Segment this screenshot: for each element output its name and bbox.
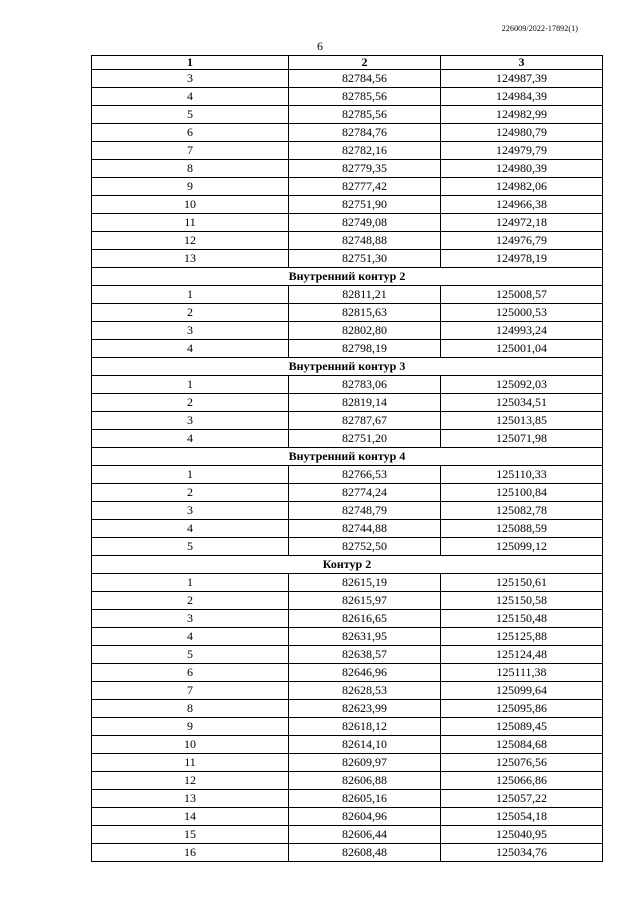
x-coordinate-cell: 82802,80 [289,322,441,340]
table-row [92,304,603,322]
point-number-cell: 2 [92,592,289,610]
point-number-cell: 4 [92,88,289,106]
table-row [92,826,603,844]
x-coordinate-cell: 82609,97 [289,754,441,772]
point-number-cell: 12 [92,232,289,250]
y-coordinate-cell: 125034,51 [441,394,603,412]
x-coordinate-cell: 82798,19 [289,340,441,358]
point-number-cell: 2 [92,304,289,322]
column-header-1: 1 [92,56,289,70]
y-coordinate-cell: 125124,48 [441,646,603,664]
x-coordinate-cell: 82618,12 [289,718,441,736]
x-coordinate-cell: 82744,88 [289,520,441,538]
table-row [92,430,603,448]
x-coordinate-cell: 82631,95 [289,628,441,646]
y-coordinate-cell: 124979,79 [441,142,603,160]
table-row [92,538,603,556]
point-number-cell: 2 [92,394,289,412]
x-coordinate-cell: 82615,97 [289,592,441,610]
point-number-cell: 6 [92,124,289,142]
table-row [92,772,603,790]
table-row [92,574,603,592]
x-coordinate-cell: 82623,99 [289,700,441,718]
table-row [92,808,603,826]
point-number-cell: 4 [92,340,289,358]
y-coordinate-cell: 124972,18 [441,214,603,232]
y-coordinate-cell: 125089,45 [441,718,603,736]
x-coordinate-cell: 82638,57 [289,646,441,664]
y-coordinate-cell: 124982,06 [441,178,603,196]
point-number-cell: 4 [92,628,289,646]
x-coordinate-cell: 82614,10 [289,736,441,754]
section-header-row [92,448,603,466]
table-row [92,286,603,304]
point-number-cell: 10 [92,736,289,754]
y-coordinate-cell: 125092,03 [441,376,603,394]
section-title: Контур 2 [92,556,603,574]
table-row [92,520,603,538]
point-number-cell: 11 [92,214,289,232]
y-coordinate-cell: 124982,99 [441,106,603,124]
x-coordinate-cell: 82819,14 [289,394,441,412]
point-number-cell: 9 [92,178,289,196]
x-coordinate-cell: 82787,67 [289,412,441,430]
point-number-cell: 1 [92,574,289,592]
x-coordinate-cell: 82748,88 [289,232,441,250]
table-row [92,592,603,610]
table-row [92,610,603,628]
table-row [92,142,603,160]
x-coordinate-cell: 82811,21 [289,286,441,304]
point-number-cell: 3 [92,610,289,628]
x-coordinate-cell: 82606,88 [289,772,441,790]
point-number-cell: 13 [92,790,289,808]
table-body [92,70,603,862]
y-coordinate-cell: 124987,39 [441,70,603,88]
table-row [92,340,603,358]
point-number-cell: 12 [92,772,289,790]
x-coordinate-cell: 82604,96 [289,808,441,826]
column-header-3: 3 [441,56,603,70]
y-coordinate-cell: 124980,79 [441,124,603,142]
section-header-row [92,556,603,574]
y-coordinate-cell: 125125,88 [441,628,603,646]
section-header-row [92,268,603,286]
x-coordinate-cell: 82749,08 [289,214,441,232]
table-row [92,700,603,718]
table-row [92,88,603,106]
x-coordinate-cell: 82606,44 [289,826,441,844]
point-number-cell: 10 [92,196,289,214]
document-id: 226009/2022-17892(1) [501,24,578,33]
table-row [92,682,603,700]
y-coordinate-cell: 125100,84 [441,484,603,502]
point-number-cell: 4 [92,520,289,538]
point-number-cell: 7 [92,142,289,160]
y-coordinate-cell: 124976,79 [441,232,603,250]
x-coordinate-cell: 82748,79 [289,502,441,520]
point-number-cell: 3 [92,322,289,340]
point-number-cell: 8 [92,700,289,718]
point-number-cell: 16 [92,844,289,862]
x-coordinate-cell: 82785,56 [289,106,441,124]
x-coordinate-cell: 82784,56 [289,70,441,88]
column-header-2: 2 [289,56,441,70]
y-coordinate-cell: 125034,76 [441,844,603,862]
y-coordinate-cell: 125099,12 [441,538,603,556]
x-coordinate-cell: 82785,56 [289,88,441,106]
table-row [92,394,603,412]
table-row [92,124,603,142]
table-row [92,736,603,754]
x-coordinate-cell: 82616,65 [289,610,441,628]
y-coordinate-cell: 125008,57 [441,286,603,304]
table-row [92,718,603,736]
x-coordinate-cell: 82784,76 [289,124,441,142]
section-title: Внутренний контур 4 [92,448,603,466]
table-row [92,646,603,664]
table-row [92,232,603,250]
y-coordinate-cell: 124966,38 [441,196,603,214]
point-number-cell: 4 [92,430,289,448]
y-coordinate-cell: 125150,48 [441,610,603,628]
x-coordinate-cell: 82774,24 [289,484,441,502]
point-number-cell: 9 [92,718,289,736]
table-row [92,376,603,394]
point-number-cell: 13 [92,250,289,268]
y-coordinate-cell: 125076,56 [441,754,603,772]
point-number-cell: 7 [92,682,289,700]
point-number-cell: 14 [92,808,289,826]
point-number-cell: 5 [92,538,289,556]
x-coordinate-cell: 82782,16 [289,142,441,160]
section-title: Внутренний контур 3 [92,358,603,376]
x-coordinate-cell: 82777,42 [289,178,441,196]
table-row [92,160,603,178]
y-coordinate-cell: 125099,64 [441,682,603,700]
y-coordinate-cell: 124978,19 [441,250,603,268]
y-coordinate-cell: 125088,59 [441,520,603,538]
x-coordinate-cell: 82751,30 [289,250,441,268]
y-coordinate-cell: 124993,24 [441,322,603,340]
table-row [92,466,603,484]
table-header-row [92,56,603,70]
y-coordinate-cell: 125084,68 [441,736,603,754]
y-coordinate-cell: 125150,61 [441,574,603,592]
y-coordinate-cell: 125071,98 [441,430,603,448]
table-row [92,502,603,520]
x-coordinate-cell: 82783,06 [289,376,441,394]
y-coordinate-cell: 125054,18 [441,808,603,826]
table-row [92,322,603,340]
x-coordinate-cell: 82815,63 [289,304,441,322]
x-coordinate-cell: 82628,53 [289,682,441,700]
table-row [92,628,603,646]
table-row [92,754,603,772]
y-coordinate-cell: 125000,53 [441,304,603,322]
x-coordinate-cell: 82752,50 [289,538,441,556]
point-number-cell: 3 [92,70,289,88]
x-coordinate-cell: 82751,20 [289,430,441,448]
table-row [92,178,603,196]
table-row [92,214,603,232]
table-row [92,664,603,682]
point-number-cell: 5 [92,646,289,664]
y-coordinate-cell: 125066,86 [441,772,603,790]
x-coordinate-cell: 82646,96 [289,664,441,682]
table-row [92,250,603,268]
point-number-cell: 3 [92,412,289,430]
x-coordinate-cell: 82766,53 [289,466,441,484]
y-coordinate-cell: 125150,58 [441,592,603,610]
x-coordinate-cell: 82615,19 [289,574,441,592]
y-coordinate-cell: 124980,39 [441,160,603,178]
y-coordinate-cell: 125082,78 [441,502,603,520]
table-row [92,196,603,214]
section-title: Внутренний контур 2 [92,268,603,286]
table-row [92,484,603,502]
y-coordinate-cell: 125040,95 [441,826,603,844]
section-header-row [92,358,603,376]
y-coordinate-cell: 125013,85 [441,412,603,430]
point-number-cell: 15 [92,826,289,844]
y-coordinate-cell: 125111,38 [441,664,603,682]
x-coordinate-cell: 82751,90 [289,196,441,214]
point-number-cell: 1 [92,286,289,304]
y-coordinate-cell: 125095,86 [441,700,603,718]
table-row [92,844,603,862]
point-number-cell: 8 [92,160,289,178]
table-row [92,70,603,88]
x-coordinate-cell: 82608,48 [289,844,441,862]
table-row [92,412,603,430]
point-number-cell: 5 [92,106,289,124]
table-row [92,790,603,808]
table-row [92,106,603,124]
coordinates-table [91,55,603,862]
y-coordinate-cell: 125057,22 [441,790,603,808]
point-number-cell: 11 [92,754,289,772]
y-coordinate-cell: 125001,04 [441,340,603,358]
point-number-cell: 1 [92,466,289,484]
point-number-cell: 3 [92,502,289,520]
point-number-cell: 1 [92,376,289,394]
x-coordinate-cell: 82605,16 [289,790,441,808]
y-coordinate-cell: 124984,39 [441,88,603,106]
point-number-cell: 2 [92,484,289,502]
y-coordinate-cell: 125110,33 [441,466,603,484]
point-number-cell: 6 [92,664,289,682]
x-coordinate-cell: 82779,35 [289,160,441,178]
page-number: 6 [317,39,323,53]
